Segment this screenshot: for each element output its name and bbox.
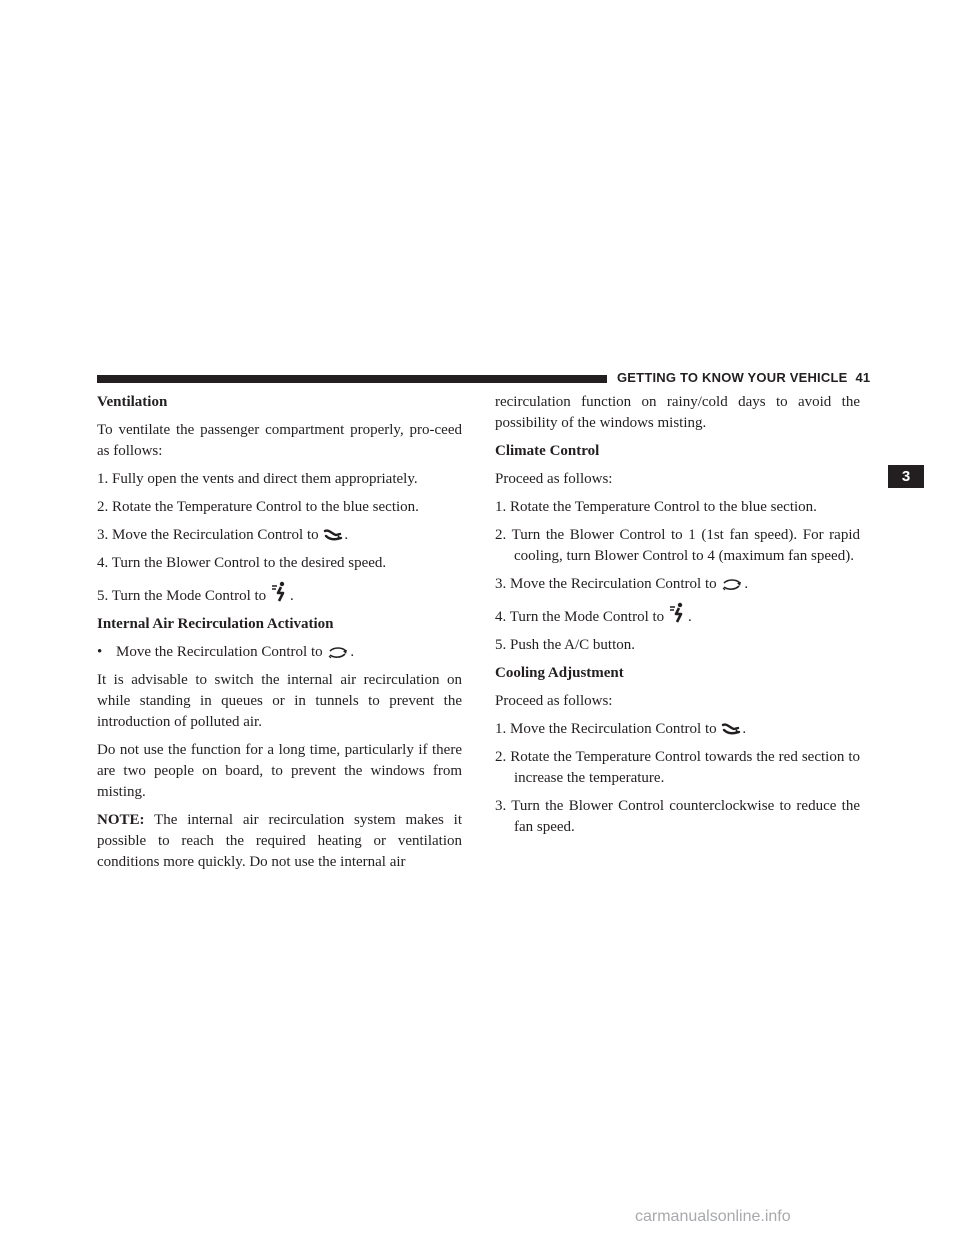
note-text: The internal air recirculation system makes it possible to reach the required heating or ventilation conditions more quickly. Do not use the internal air <box>97 812 462 870</box>
step-text: 1. Move the Recirculation Control to <box>495 721 717 737</box>
panel-vent-mode-icon <box>271 581 289 603</box>
chapter-tab[interactable]: 3 <box>888 465 924 488</box>
bullet-text: Move the Recirculation Control to <box>116 644 323 660</box>
climate-step-2: 2. Turn the Blower Control to 1 (1st fan speed). For rapid cooling, turn Blower Control to 4 (maximum fan speed). <box>495 527 860 564</box>
cooling-adjustment-heading: Cooling Adjustment <box>495 665 624 681</box>
recirculation-bullet: • Move the Recirculation Control to . <box>97 642 462 663</box>
step-text: 3. Move the Recirculation Control to <box>97 527 319 543</box>
watermark-link[interactable]: carmanualsonline.info <box>635 1208 791 1225</box>
climate-intro: Proceed as follows: <box>495 471 613 487</box>
page-number: 41 <box>855 370 871 385</box>
ventilation-intro: To ventilate the passenger compartment properly, pro-ceed as follows: <box>97 422 462 459</box>
cooling-intro: Proceed as follows: <box>495 693 613 709</box>
ventilation-step-1: 1. Fully open the vents and direct them appropriately. <box>97 471 418 487</box>
ventilation-step-3: 3. Move the Recirculation Control to . <box>97 527 349 543</box>
section-title: GETTING TO KNOW YOUR VEHICLE <box>617 370 848 385</box>
step-text: 5. Turn the Mode Control to <box>97 588 267 604</box>
recirculation-heading: Internal Air Recirculation Activation <box>97 616 334 632</box>
step-text: 3. Move the Recirculation Control to <box>495 576 717 592</box>
left-column <box>97 392 462 880</box>
outside-air-icon <box>323 528 343 542</box>
step-text: 4. Turn the Mode Control to <box>495 609 665 625</box>
note-paragraph <box>97 810 462 873</box>
climate-step-1: 1. Rotate the Temperature Control to the blue section. <box>495 499 817 515</box>
note-continued: recirculation function on rainy/cold days to avoid the possibility of the windows misting. <box>495 394 860 431</box>
cooling-step-1: 1. Move the Recirculation Control to . <box>495 721 747 737</box>
advisory-paragraph: It is advisable to switch the internal air recirculation on while standing in queues or in tunnels to prevent the introduction of polluted air. <box>97 672 462 730</box>
recirculation-icon <box>721 579 743 591</box>
climate-step-5: 5. Push the A/C button. <box>495 637 636 653</box>
cooling-step-2: 2. Rotate the Temperature Control towards the red section to increase the temperature. <box>495 749 860 786</box>
climate-control-heading: Climate Control <box>495 443 600 459</box>
ventilation-heading: Ventilation <box>97 394 168 410</box>
climate-step-3: 3. Move the Recirculation Control to . <box>495 576 749 592</box>
note-label: NOTE: <box>97 812 145 828</box>
recirculation-icon <box>327 647 349 659</box>
outside-air-icon <box>721 722 741 736</box>
ventilation-step-2: 2. Rotate the Temperature Control to the blue section. <box>97 499 419 515</box>
panel-vent-mode-icon <box>669 602 687 624</box>
right-column <box>495 392 860 845</box>
bullet-dot: • <box>97 644 103 660</box>
cooling-step-3: 3. Turn the Blower Control counterclockwise to reduce the fan speed. <box>495 798 860 835</box>
header-rule <box>97 375 607 383</box>
ventilation-step-4: 4. Turn the Blower Control to the desired speed. <box>97 555 387 571</box>
ventilation-step-5: 5. Turn the Mode Control to . <box>97 581 462 607</box>
climate-step-4: 4. Turn the Mode Control to . <box>495 602 860 628</box>
running-header <box>617 370 870 385</box>
misting-paragraph: Do not use the function for a long time, particularly if there are two people on board, to prevent the windows from misting. <box>97 742 462 800</box>
